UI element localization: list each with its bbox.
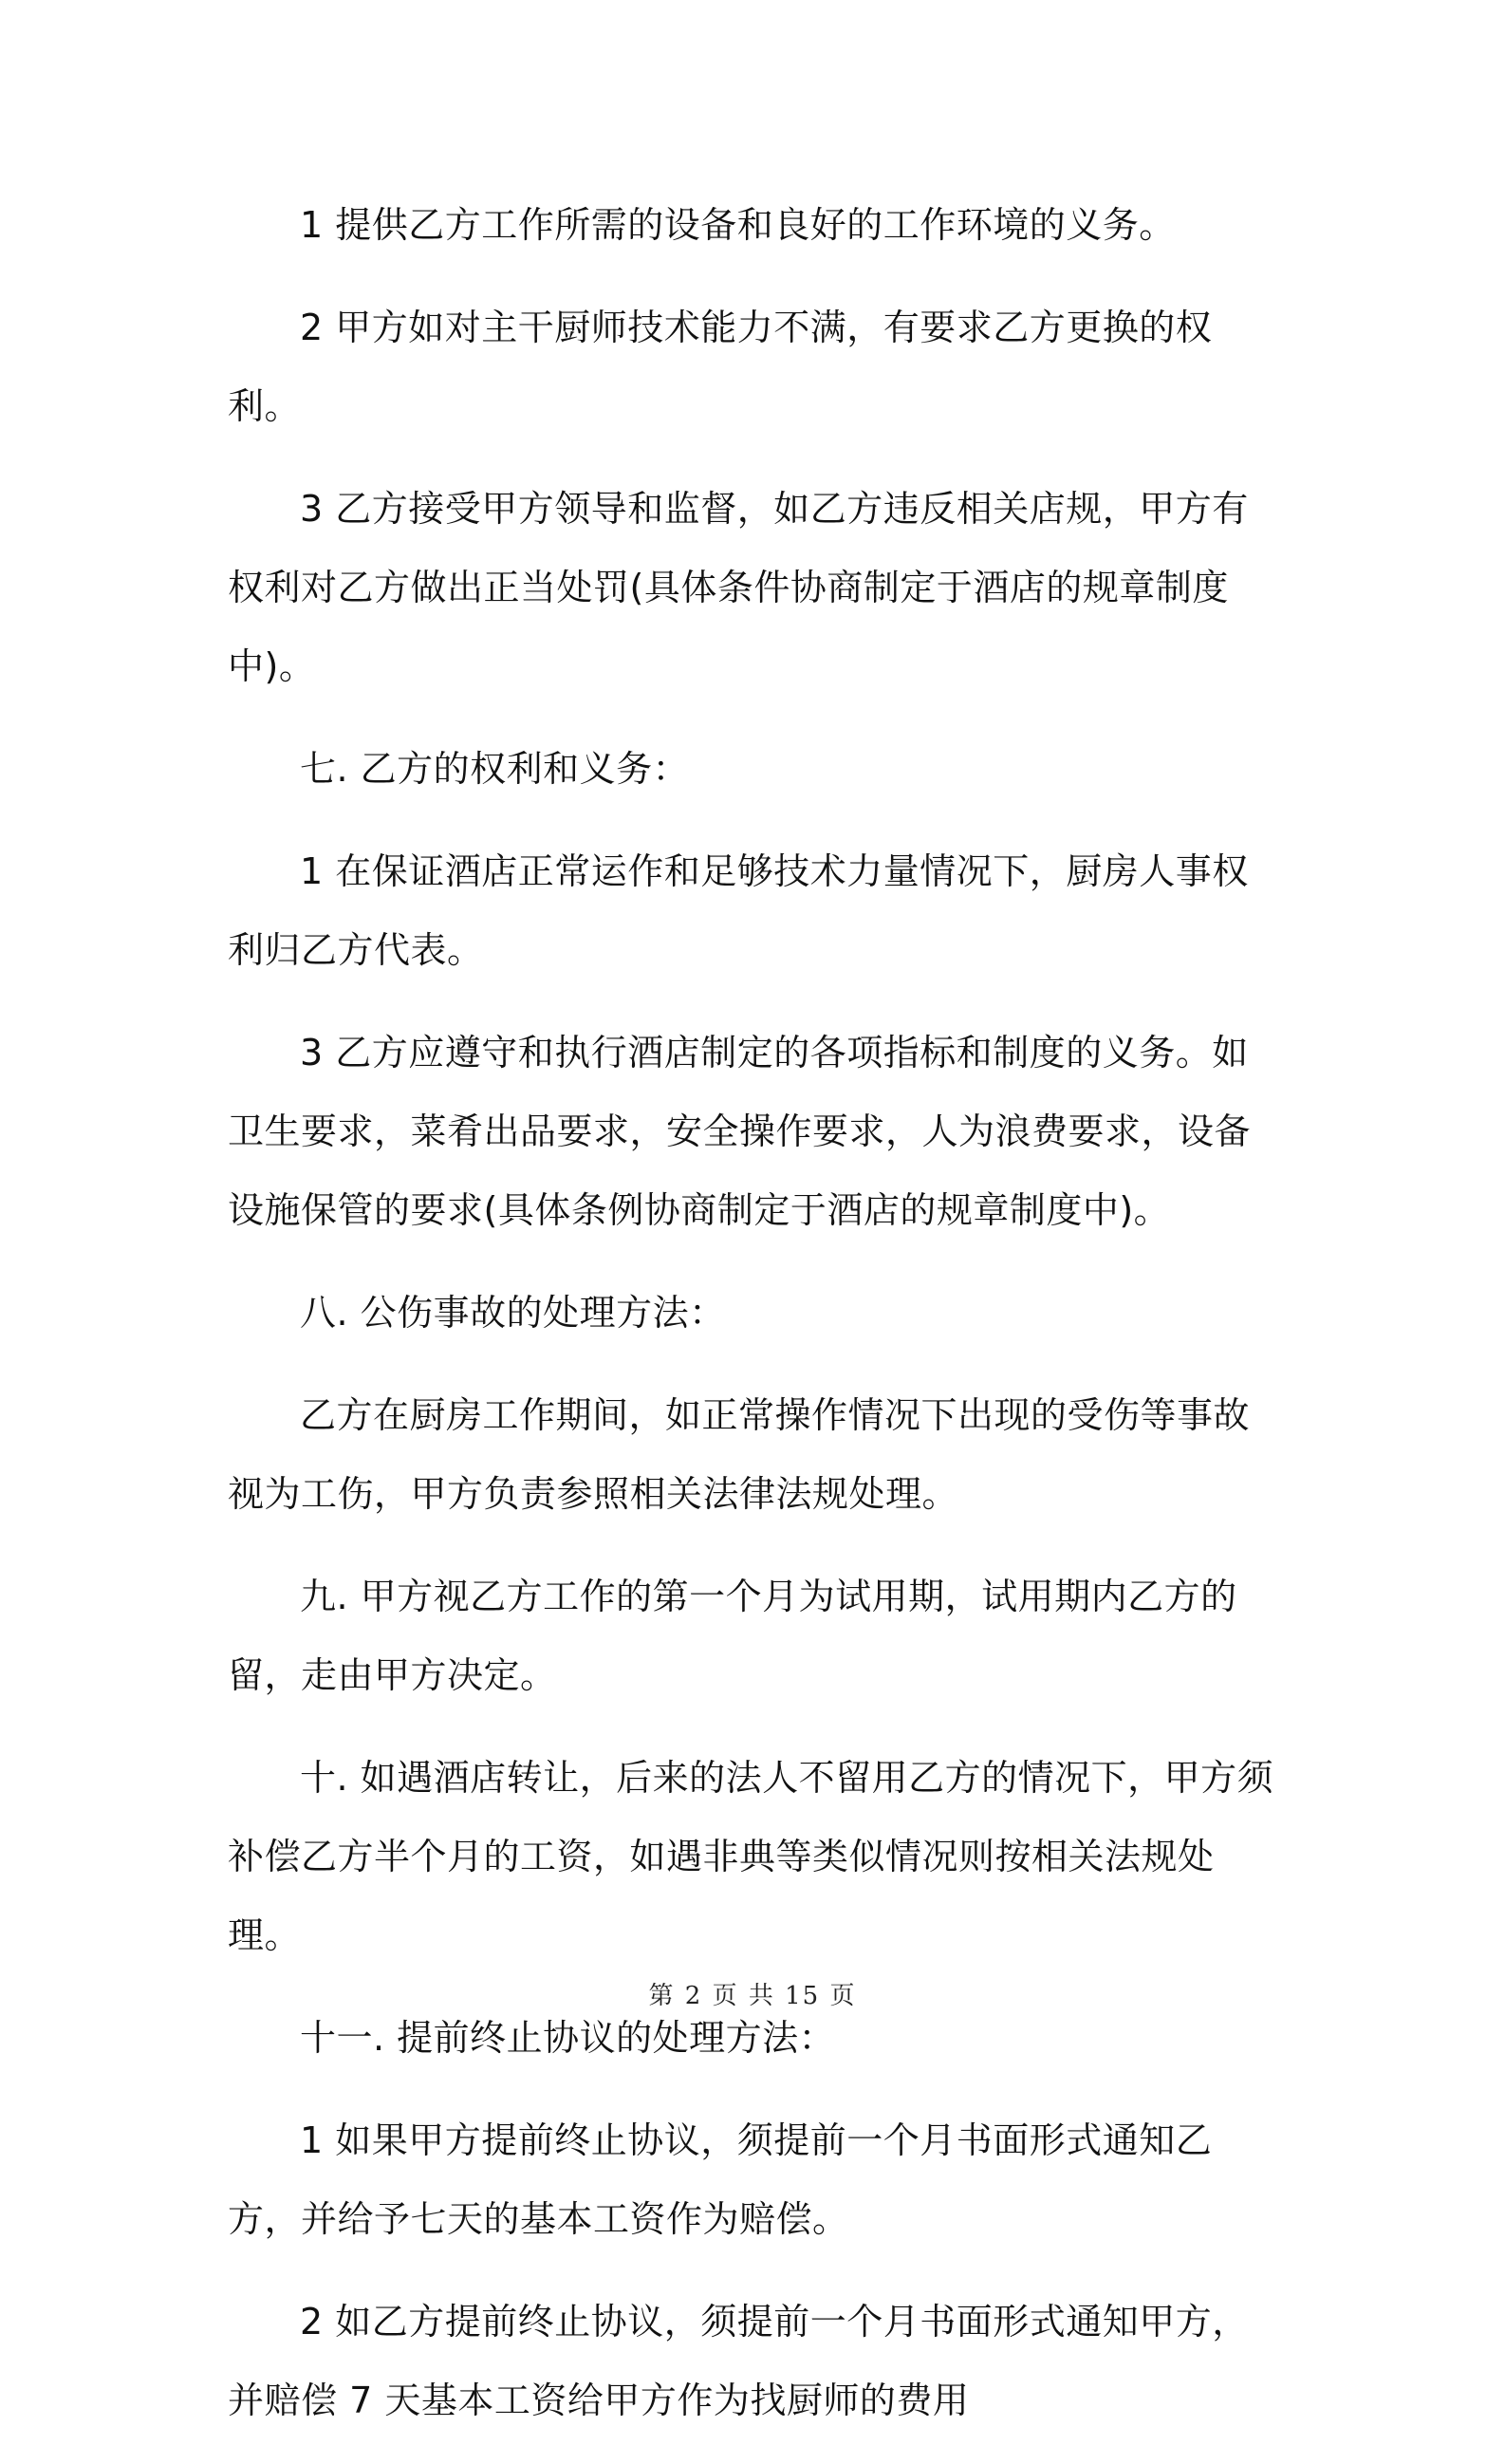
document-body bbox=[228, 186, 1285, 2464]
paragraph-7-3: 3 乙方应遵守和执行酒店制定的各项指标和制度的义务。如卫生要求，菜肴出品要求，安全操作要求，人为浪费要求，设备设施保管的要求(具体条例协商制定于酒店的规章制度中)。 bbox=[228, 1032, 1252, 1231]
paragraph-7-1: 1 在保证酒店正常运作和足够技术力量情况下，厨房人事权利归乙方代表。 bbox=[228, 850, 1249, 971]
footer-current-page: 2 bbox=[684, 1982, 703, 2010]
paragraph-11-1: 1 如果甲方提前终止协议，须提前一个月书面形式通知乙方，并给予七天的基本工资作为赔偿。 bbox=[228, 2119, 1213, 2240]
paragraph-clause-3: 3 乙方接受甲方领导和监督，如乙方违反相关店规，甲方有权利对乙方做出正当处罚(具体条件协商制定于酒店的规章制度中)。 bbox=[228, 488, 1249, 687]
section-10: 十. 如遇酒店转让，后来的法人不留用乙方的情况下，甲方须补偿乙方半个月的工资，如遇非典等类似情况则按相关法规处理。 bbox=[228, 1757, 1274, 1956]
page-footer bbox=[0, 1976, 1505, 2011]
paragraph-8: 乙方在厨房工作期间，如正常操作情况下出现的受伤等事故视为工伤，甲方负责参照相关法律法规处理。 bbox=[228, 1394, 1251, 1515]
footer-suffix: 页 bbox=[829, 1982, 857, 2010]
footer-total-pages: 15 bbox=[785, 1982, 821, 2010]
paragraph-clause-2: 2 甲方如对主干厨师技术能力不满，有要求乙方更换的权利。 bbox=[228, 307, 1213, 427]
paragraph-clause-1: 1 提供乙方工作所需的设备和良好的工作环境的义务。 bbox=[300, 204, 1176, 246]
section-heading-8: 八. 公伤事故的处理方法： bbox=[300, 1292, 726, 1334]
footer-prefix: 第 bbox=[648, 1982, 676, 2010]
section-heading-7: 七. 乙方的权利和义务： bbox=[300, 748, 690, 790]
paragraph-11-2: 2 如乙方提前终止协议，须提前一个月书面形式通知甲方，并赔偿 7 天基本工资给甲方作为找厨师的费用 bbox=[228, 2301, 1249, 2421]
footer-middle: 页 共 bbox=[712, 1982, 775, 2010]
section-9: 九. 甲方视乙方工作的第一个月为试用期，试用期内乙方的留，走由甲方决定。 bbox=[228, 1576, 1237, 1696]
section-heading-11: 十一. 提前终止协议的处理方法： bbox=[300, 2017, 836, 2059]
